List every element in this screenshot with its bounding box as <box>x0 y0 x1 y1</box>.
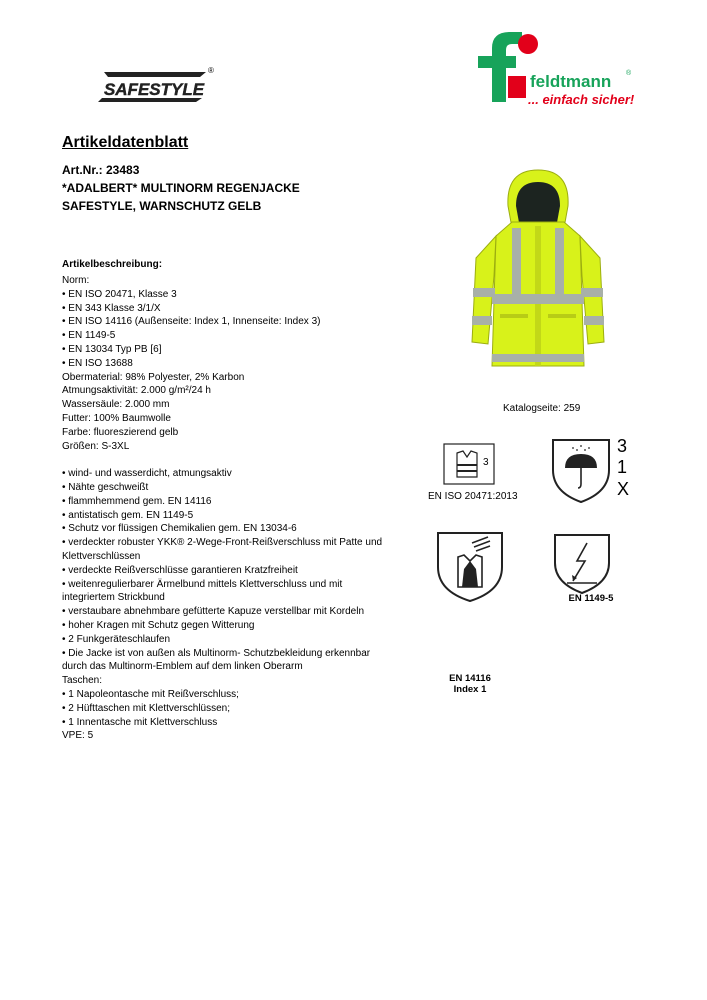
en-14116-index: Index 1 <box>453 684 487 695</box>
description-line: durch das Multinorm-Emblem auf dem linken Oberarm <box>62 661 303 673</box>
safestyle-logo-text: SAFESTYLE <box>103 80 205 99</box>
description-line: • verdeckte Reißverschlüsse garantieren Kratzfreiheit <box>62 564 298 576</box>
article-number: Art.Nr.: 23483 <box>62 163 140 177</box>
description-line: Taschen: <box>62 675 103 687</box>
description-line: • EN ISO 14116 (Außenseite: Index 1, Innenseite: Index 3) <box>62 316 321 328</box>
description-line: • EN 343 Klasse 3/1/X <box>62 302 161 314</box>
description-line: Größen: S-3XL <box>62 440 130 452</box>
feldtmann-wordmark: feldtmann <box>530 72 612 91</box>
description-line: • weitenregulierbarer Ärmelbund mittels Klettverschluss und mit <box>62 578 343 590</box>
en-14116-label: EN 14116 <box>449 673 491 684</box>
description-line: Atmungsaktivität: 2.000 g/m²/24 h <box>62 385 211 397</box>
safestyle-registered-mark: ® <box>208 66 214 75</box>
description-line: Futter: 100% Baumwolle <box>62 412 171 424</box>
en-1149-5-icon <box>553 533 611 595</box>
description-line: VPE: 5 <box>62 730 94 742</box>
description-line: • verdeckter robuster YKK® 2-Wege-Front-Reißverschluss mit Patte und <box>62 537 383 549</box>
feldtmann-tagline: ... einfach sicher! <box>528 92 635 107</box>
description-line: Klettverschlüssen <box>62 550 141 562</box>
product-image <box>466 166 606 376</box>
description-line: • 1 Innentasche mit Klettverschluss <box>62 716 218 728</box>
description-line: • 2 Hüfttaschen mit Klettverschlüssen; <box>62 702 231 714</box>
en-iso-20471-icon <box>443 443 495 485</box>
en-343-value-1: 3 <box>617 436 628 456</box>
product-name-line1: *ADALBERT* MULTINORM REGENJACKE <box>62 181 300 195</box>
description-line: • EN ISO 13688 <box>62 357 133 369</box>
description-line: integriertem Strickbund <box>62 592 165 604</box>
description-line: Norm: <box>62 275 90 286</box>
safestyle-logo-graphic <box>94 66 216 106</box>
feldtmann-logo <box>470 22 650 114</box>
description-line: • EN 1149-5 <box>62 330 116 342</box>
en-1149-5-label: EN 1149-5 <box>568 593 614 604</box>
en-343-value-2: 1 <box>617 457 628 477</box>
description-line: • EN 13034 Typ PB [6] <box>62 343 162 355</box>
feldtmann-registered-mark: ® <box>626 70 632 77</box>
description-line: • EN ISO 20471, Klasse 3 <box>62 288 177 300</box>
description-line: • verstaubare abnehmbare gefütterte Kapuze verstellbar mit Kordeln <box>62 606 365 618</box>
description-line: Farbe: fluoreszierend gelb <box>62 426 179 438</box>
en-343-umbrella-icon <box>551 438 611 504</box>
description-line: • Schutz vor flüssigen Chemikalien gem. EN 13034-6 <box>62 523 297 535</box>
description-line: Obermaterial: 98% Polyester, 2% Karbon <box>62 371 245 383</box>
page-title: Artikeldatenblatt <box>62 134 189 151</box>
description-line: • Nähte geschweißt <box>62 481 149 493</box>
description-line: Wassersäule: 2.000 mm <box>62 399 170 411</box>
safestyle-logo <box>94 66 216 106</box>
description-line: • hoher Kragen mit Schutz gegen Witterung <box>62 619 255 631</box>
description-line: • wind- und wasserdicht, atmungsaktiv <box>62 468 232 480</box>
catalog-page: Katalogseite: 259 <box>503 403 581 414</box>
description-line: • 1 Napoleontasche mit Reißverschluss; <box>62 688 239 700</box>
description-body <box>62 274 402 743</box>
en-343-value-3: X <box>617 479 630 499</box>
description-line <box>62 453 402 467</box>
description-title: Artikelbeschreibung: <box>62 259 163 270</box>
en-14116-icon <box>436 531 504 603</box>
description-line: • Die Jacke ist von außen als Multinorm- Schutzbekleidung erkennbar <box>62 647 371 659</box>
description-line: • 2 Funkgeräteschlaufen <box>62 633 171 645</box>
jacket-illustration <box>466 166 606 376</box>
en-iso-20471-class: 3 <box>483 457 489 468</box>
description-line: • antistatisch gem. EN 1149-5 <box>62 509 194 521</box>
product-name-line2: SAFESTYLE, WARNSCHUTZ GELB <box>62 199 262 213</box>
description-line: • flammhemmend gem. EN 14116 <box>62 495 212 507</box>
en-iso-20471-label: EN ISO 20471:2013 <box>428 491 518 502</box>
